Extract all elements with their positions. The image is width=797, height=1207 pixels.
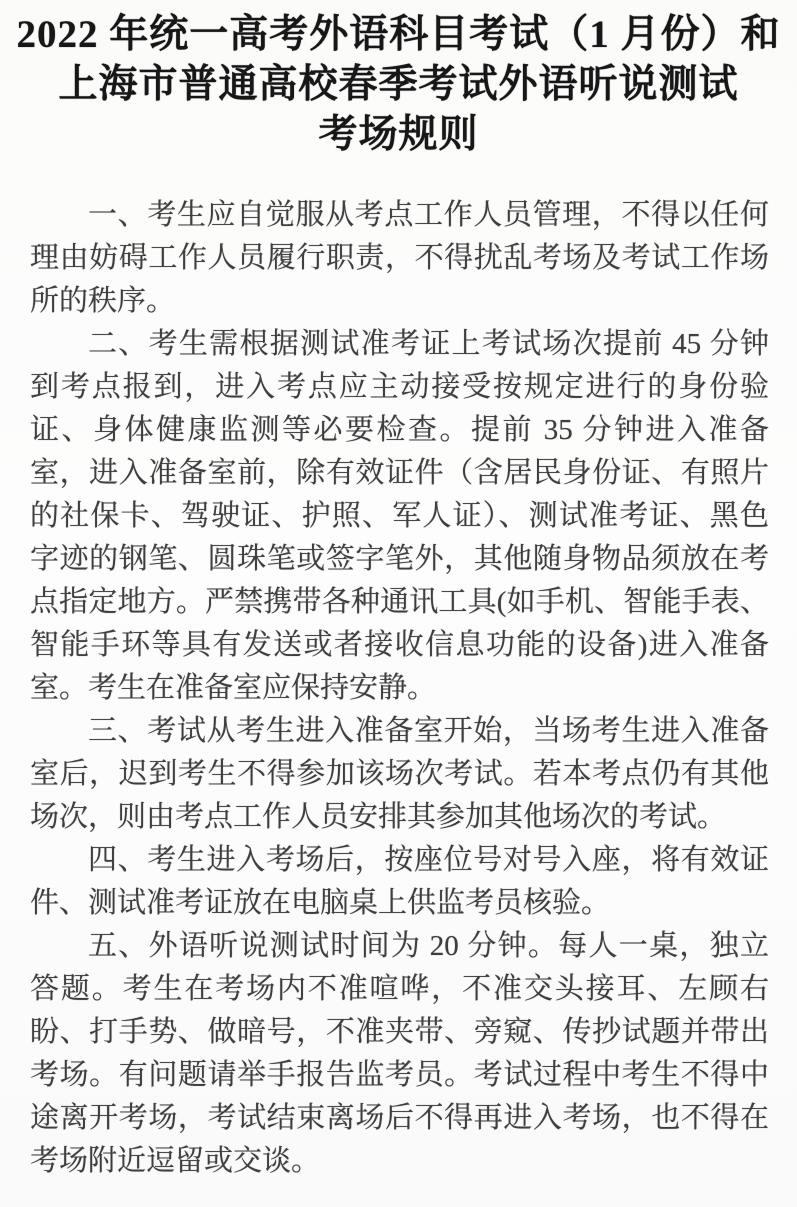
- rule-paragraph-1: 一、考生应自觉服从考点工作人员管理，不得以任何理由妨碍工作人员履行职责，不得扰乱考场及考试工作场所的秩序。: [30, 199, 769, 317]
- title-line-1: 2022 年统一高考外语科目考试（1 月份）和: [16, 13, 781, 56]
- rule-paragraph-3: 三、考试从考生进入准备室开始，当场考生进入准备室后，迟到考生不得参加该场次考试。若本考点仍有其他场次，则由考点工作人员安排其参加其他场次的考试。: [30, 715, 769, 833]
- rule-paragraph-5: 五、外语听说测试时间为 20 分钟。每人一桌，独立答题。考生在考场内不准喧哗，不准交头接耳、左顾右盼、打手势、做暗号，不准夹带、旁窥、传抄试题并带出考场。有问题请举手报告监考员。考试过程中考生不得中途离开考场，考试结束离场后不得再进入考场，也不得在考场附近逗留或交谈。: [30, 930, 769, 1177]
- title-line-2: 上海市普通高校春季考试外语听说测试: [58, 63, 739, 106]
- rule-paragraph-2: 二、考生需根据测试准考证上考试场次提前 45 分钟到考点报到，进入考点应主动接受按规定进行的身份验证、身体健康监测等必要检查。提前 35 分钟进入准备室，进入准备室前，除有效证件（含居民身份证、有照片的社保卡、驾驶证、护照、军人证）、测试准考证、黑色字迹的钢笔、圆珠笔或签字笔外，其他随身物品须放在考点指定地方。严禁携带各种通讯工具(如手机、智能手表、智能手环等具有发送或者接收信息功能的设备)进入准备室。考生在准备室应保持安静。: [30, 328, 769, 704]
- title-line-3: 考场规则: [318, 113, 479, 156]
- page-title: [0, 0, 797, 160]
- rules-body: [0, 194, 797, 1183]
- rule-paragraph-4: 四、考生进入考场后，按座位号对号入座，将有效证件、测试准考证放在电脑桌上供监考员核验。: [30, 844, 769, 919]
